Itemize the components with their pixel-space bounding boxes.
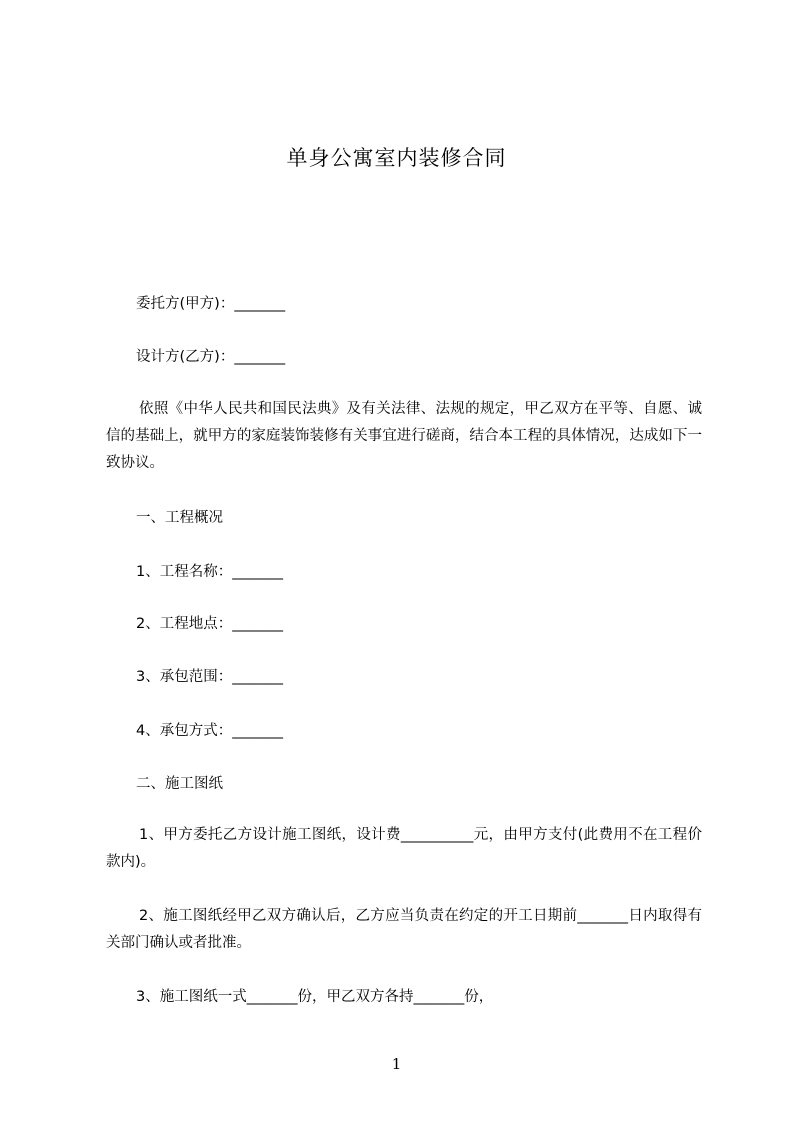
section1-item-name: 1、工程名称：_______: [136, 564, 283, 580]
page-number: 1: [391, 1055, 402, 1073]
party-a-line: 委托方(甲方)：_______: [136, 296, 286, 312]
party-b-line: 设计方(乙方)：_______: [136, 349, 286, 365]
section2-clause-1: 1、甲方委托乙方设计施工图纸，设计费__________元，由甲方支付(此费用不在工程价款内)。: [106, 827, 702, 870]
section1-item-location: 2、工程地点：_______: [136, 616, 283, 632]
section2-heading: 二、施工图纸: [136, 776, 223, 792]
document-title: 单身公寓室内装修合同: [286, 146, 507, 170]
section2-clause-2: 2、施工图纸经甲乙双方确认后，乙方应当负责在约定的开工日期前_______日内取得有关部门确认或者批准。: [106, 908, 702, 951]
section1-item-method: 4、承包方式：_______: [136, 723, 283, 739]
preamble-paragraph: 依照《中华人民共和国民法典》及有关法律、法规的规定，甲乙双方在平等、自愿、诚信的基础上，就甲方的家庭装饰装修有关事宜进行磋商，结合本工程的具体情况，达成如下一致协议。: [106, 401, 702, 471]
section1-item-scope: 3、承包范围：_______: [136, 669, 283, 685]
section1-heading: 一、工程概况: [136, 510, 223, 526]
section2-clause-3: 3、施工图纸一式_______份，甲乙双方各持_______份，: [136, 989, 494, 1005]
